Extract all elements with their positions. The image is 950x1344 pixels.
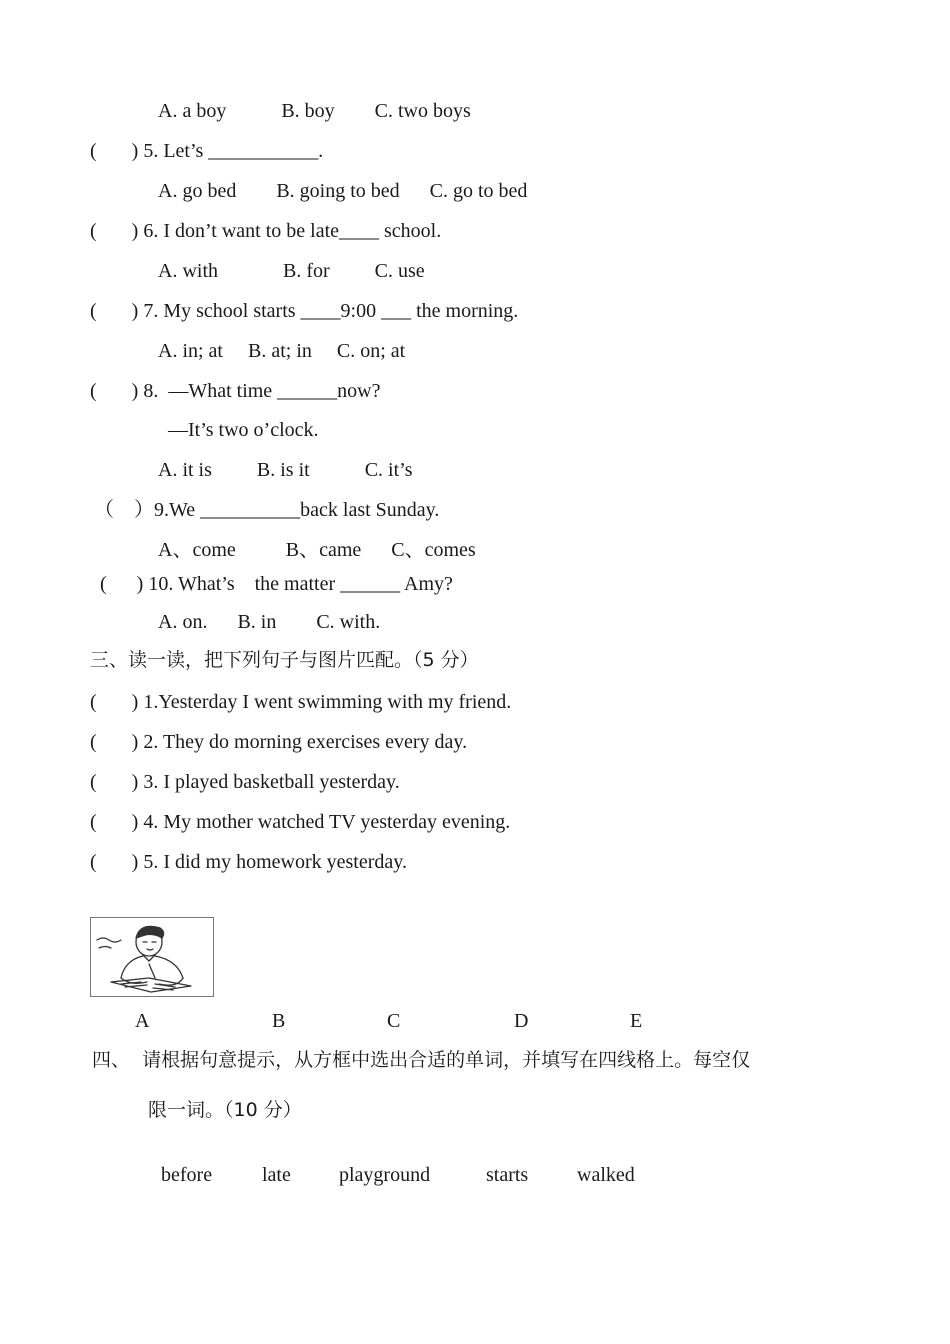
picture-label-c: C bbox=[387, 1010, 401, 1032]
question-10-stem: ( ) 10. What’s the matter ______ Amy? bbox=[100, 573, 453, 595]
section-3-title: 三、读一读，把下列句子与图片匹配。（5 分） bbox=[90, 649, 479, 671]
picture-label-b: B bbox=[272, 1010, 286, 1032]
question-5-options: A. go bed B. going to bed C. go to bed bbox=[158, 180, 528, 202]
picture-label-d: D bbox=[514, 1010, 529, 1032]
question-9-stem: （ ）9.We __________back last Sunday. bbox=[94, 499, 440, 521]
word-box-playground: playground bbox=[339, 1164, 431, 1186]
section-4-title-continued: 限一词。（10 分） bbox=[148, 1099, 302, 1121]
question-8-options: A. it is B. is it C. it’s bbox=[158, 459, 413, 481]
word-box-starts: starts bbox=[486, 1164, 529, 1186]
word-box-late: late bbox=[262, 1164, 291, 1186]
matching-sentence-2: ( ) 2. They do morning exercises every day. bbox=[90, 731, 468, 753]
question-5-stem: ( ) 5. Let’s ___________. bbox=[90, 140, 324, 162]
question-9-options: A、come B、came C、comes bbox=[158, 539, 476, 561]
question-6-options: A. with B. for C. use bbox=[158, 260, 425, 282]
question-7-options: A. in; at B. at; in C. on; at bbox=[158, 340, 406, 362]
homework-boy-picture bbox=[90, 917, 214, 997]
matching-sentence-4: ( ) 4. My mother watched TV yesterday evening. bbox=[90, 811, 511, 833]
word-box-before: before bbox=[161, 1164, 213, 1186]
picture-label-a: A bbox=[135, 1010, 150, 1032]
question-7-stem: ( ) 7. My school starts ____9:00 ___ the morning. bbox=[90, 300, 519, 322]
question-8-reply: —It’s two o’clock. bbox=[168, 419, 319, 441]
question-6-stem: ( ) 6. I don’t want to be late____ school. bbox=[90, 220, 442, 242]
picture-label-e: E bbox=[630, 1010, 643, 1032]
question-8-stem: ( ) 8. —What time ______now? bbox=[90, 380, 381, 402]
question-4-options: A. a boy B. boy C. two boys bbox=[158, 100, 471, 122]
word-box-walked: walked bbox=[577, 1164, 635, 1186]
matching-sentence-1: ( ) 1.Yesterday I went swimming with my friend. bbox=[90, 691, 512, 713]
question-10-options: A. on. B. in C. with. bbox=[158, 611, 381, 633]
matching-sentence-5: ( ) 5. I did my homework yesterday. bbox=[90, 851, 407, 873]
matching-sentence-3: ( ) 3. I played basketball yesterday. bbox=[90, 771, 400, 793]
section-4-title: 四、 请根据句意提示，从方框中选出合适的单词，并填写在四线格上。每空仅 bbox=[92, 1049, 751, 1071]
